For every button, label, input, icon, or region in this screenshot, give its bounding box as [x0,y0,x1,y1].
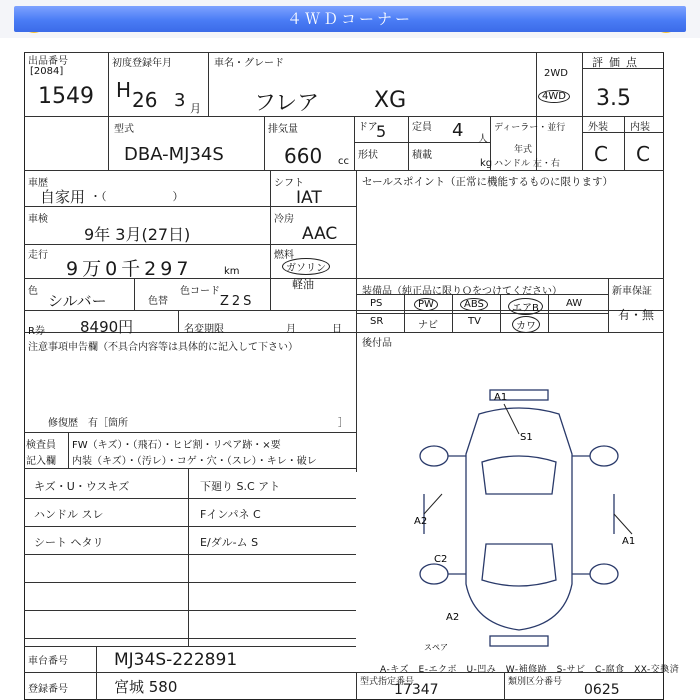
lot-sub: [2084] [30,66,64,77]
lot-number: 1549 [38,84,94,109]
recycle-label: R券 [28,326,45,337]
damage-mark-a2-rear: A2 [446,612,460,623]
recycle: 8490円 [80,318,134,336]
damage-mark-a2-left: A2 [414,516,428,527]
equip-aw: AW [566,298,583,309]
inspector-label-2: 記入欄 [26,456,56,467]
int-grade: C [636,142,650,166]
color-label: 色 [28,286,38,297]
km-unit: km [224,266,240,277]
equip-ps: PS [370,298,383,309]
car-name: フレア [254,91,320,116]
equip-navi: ナビ [418,320,438,331]
banner-title: ４ＷＤコーナー [14,6,686,32]
ac: AAC [302,224,338,244]
equip-sr: SR [370,316,384,327]
lot-label: 出品番号 [28,56,68,67]
damage-legend: A-キズ E-エクボ U-凹み W-補修跡 S-サビ C-腐食 XX-交換済 [380,665,680,675]
day-label: 日 [332,324,342,335]
class-number: 0625 [584,682,620,698]
model-label: 型式 [114,124,134,135]
disp: 660 [284,144,323,168]
ac-label: 冷房 [274,214,294,225]
history-label: 車歴 [28,178,48,189]
equip-leather: カワ [512,316,540,333]
reg-unit: 月 [190,102,201,115]
door-label: ドア [358,122,378,133]
cap: 4 [452,120,464,141]
disp-label: 排気量 [268,124,298,135]
equip-abs: ABS [460,298,488,311]
spare-label: スペア [424,643,448,652]
repair-close: ］ [338,418,348,429]
model: DBA-MJ34S [124,144,224,165]
equip-label: 装備品（純正品に限りＯをつけてください） [362,286,562,297]
inspect-label: 車検 [28,214,48,225]
shift-label: シフト [274,178,304,189]
mileage: 9万0千297 [66,258,193,280]
remark-left-1: キズ・U・ウスキズ [34,480,130,493]
remark-right-3: E/ダル-ム S [200,536,259,549]
history: 自家用 [40,188,86,206]
damage-mark-a1-right: A1 [622,536,636,547]
class-label: 類別区分番号 [508,677,563,687]
year-label: 年式 [514,145,533,155]
form-label: 形状 [358,150,378,161]
code-label: 色コード [180,286,220,297]
fuel-gas: ガソリン [282,258,330,275]
inspector-label-1: 検査員 [26,440,56,451]
car-label: 車名・グレード [214,58,284,69]
sales-label: セールスポイント（正常に機能するものに限ります） [362,176,614,188]
damage-mark-c2: C2 [434,554,448,565]
remark-left-2: ハンドル スレ [34,508,104,521]
fuel-label: 燃料 [274,250,294,261]
inspect: 9年 3月(27日) [84,225,191,244]
mileage-label: 走行 [28,250,48,261]
code: Z2S [220,294,255,309]
shift: IAT [296,188,322,208]
damage-mark-s1: S1 [520,432,533,443]
ext-grade: C [594,142,608,166]
notes-title: 注意事項申告欄（不具合内容等は具体的に記入して下さい） [28,342,298,353]
cap-label: 定員 [412,122,432,133]
repair-label: 修復歴 有［箇所 [48,418,128,429]
reg-era: H [116,78,132,102]
color: シルバー [48,292,107,310]
change-label: 名変期限 [184,324,224,335]
chassis-label: 車台番号 [28,656,68,667]
equip-airbag: エアB [508,298,543,315]
reg-month: 3 [174,90,186,111]
door: 5 [376,122,387,141]
remark-left-3: シート ヘタリ [34,536,104,549]
damage-mark-a1-front: A1 [494,392,508,403]
chassis-number: MJ34S-222891 [114,650,238,670]
cc-unit: cc [338,156,349,167]
kg-unit: kg [480,158,493,169]
score-label: 評価点 [592,56,643,69]
grade: XG [374,88,407,113]
dealer-label: ディーラー・並行 [494,123,566,133]
handle-label: ハンドル 左・右 [494,159,560,169]
load-label: 積載 [412,150,432,161]
history-paren: ・（ ） [90,190,184,203]
reg-number: 宮城 580 [114,678,178,696]
fuel-diesel: 軽油 [292,278,314,291]
drive-2wd: 2WD [544,68,568,79]
drive-4wd: 4WD [538,90,570,103]
car-damage-diagram [394,384,644,654]
remark-right-2: Fインパネ C [200,508,261,521]
cert-label: 型式指定番号 [360,677,415,687]
reg-label: 初度登録年月 [112,58,172,69]
equip-tv: TV [468,316,481,327]
ext-label: 外装 [588,122,608,133]
month-label: 月 [286,324,296,335]
reg-year: 26 [132,88,158,112]
warranty: 有・無 [618,308,655,322]
tone-label: 色替 [148,296,168,307]
person-unit: 人 [478,134,488,145]
reg-number-label: 登録番号 [28,684,68,695]
remark-right-1: 下廻り S.C アト [200,480,281,493]
score: 3.5 [596,86,631,111]
auction-sheet [24,38,680,700]
inspector-line-1: FW（キズ）・（飛石）・ヒビ割・リペア跡・×要 [72,440,281,451]
equip-pw: PW [414,298,438,311]
cert-number: 17347 [394,682,439,698]
int-label: 内装 [630,122,650,133]
after-label: 後付品 [362,338,392,349]
inspector-line-2: 内装（キズ）・（汚レ）・コゲ・穴・（スレ）・キレ・破レ [72,456,317,467]
warranty-label: 新車保証 [612,286,652,297]
